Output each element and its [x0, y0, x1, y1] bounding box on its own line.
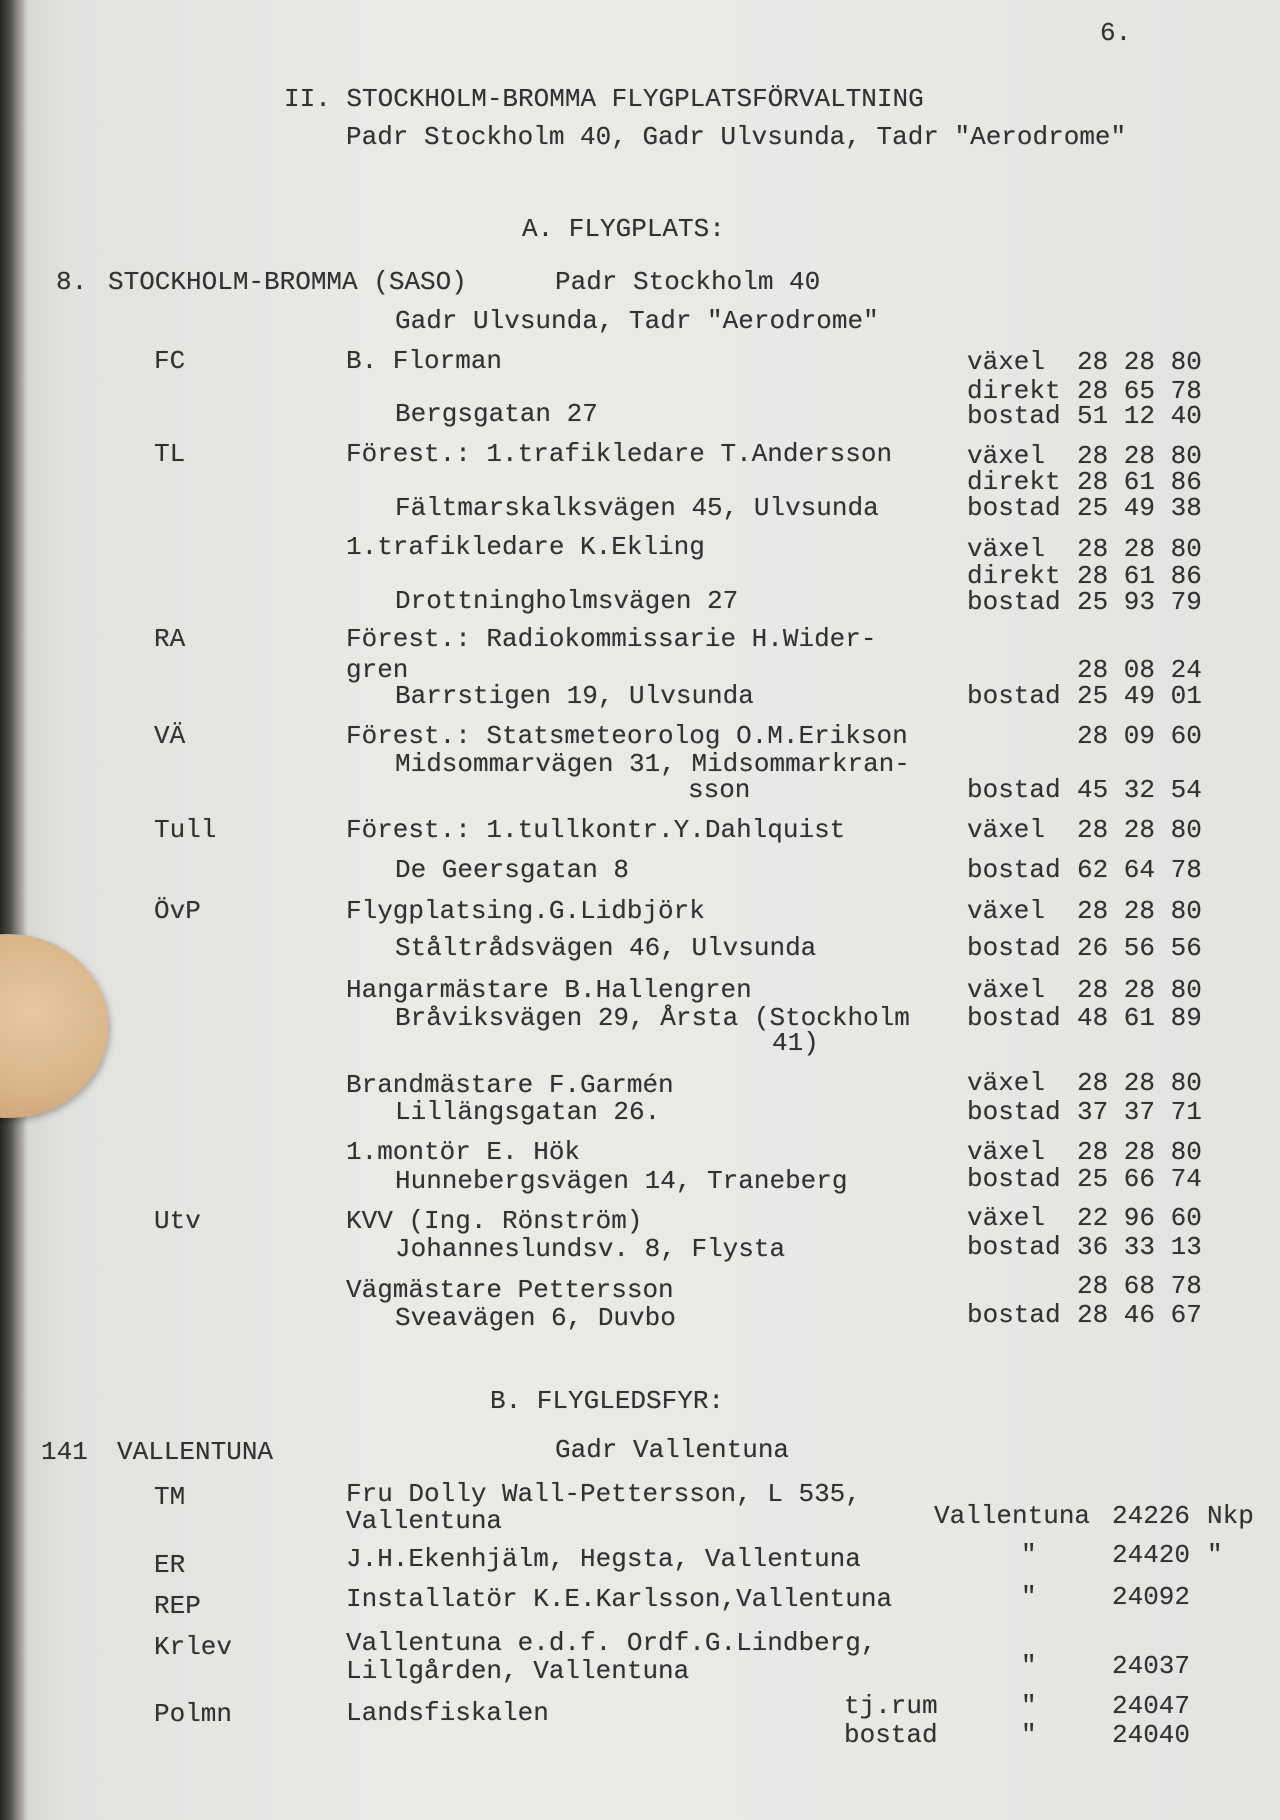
phone-type: bostad: [967, 401, 1061, 431]
entry-address: Lillgården, Vallentuna: [346, 1656, 690, 1686]
ditto-mark: ": [1021, 1691, 1037, 1721]
entry-address: Midsommarvägen 31, Midsommarkran-: [395, 749, 910, 779]
entry-name: 1.trafikledare K.Ekling: [346, 532, 705, 562]
phone-type: växel: [967, 815, 1046, 845]
phone-number: 24226: [1112, 1501, 1191, 1531]
subsection-heading: B. FLYGLEDSFYR:: [490, 1386, 725, 1416]
phone-number: 51 12 40: [1077, 401, 1202, 431]
phone-type: direkt: [967, 376, 1061, 406]
entry-name: Förest.: 1.trafikledare T.Andersson: [346, 439, 893, 469]
phone-type: växel: [967, 1203, 1046, 1233]
entry-name: KVV (Ing. Rönström): [346, 1206, 643, 1236]
phone-number: 28 28 80: [1077, 896, 1202, 926]
entry-name: Vägmästare Pettersson: [346, 1275, 674, 1305]
page-number: 6.: [1100, 18, 1132, 48]
phone-number: 28 65 78: [1077, 376, 1202, 406]
exchange-name: Vallentuna: [934, 1501, 1091, 1531]
entry-name: Fru Dolly Wall-Pettersson, L 535,: [346, 1479, 861, 1509]
phone-number: 28 28 80: [1077, 1068, 1202, 1098]
phone-number: 25 66 74: [1077, 1164, 1202, 1194]
entry-code: REP: [154, 1591, 201, 1621]
entry-code: TM: [154, 1482, 186, 1512]
station-name: VALLENTUNA: [117, 1437, 274, 1467]
phone-number: 24037: [1112, 1651, 1191, 1681]
entry-address: Hunnebergsvägen 14, Traneberg: [395, 1166, 848, 1196]
entry-address: Ståltrådsvägen 46, Ulvsunda: [395, 933, 817, 963]
page-edge-shadow: [0, 0, 28, 1820]
entry-code: ER: [154, 1550, 186, 1580]
phone-number: 36 33 13: [1077, 1232, 1202, 1262]
entry-name: Landsfiskalen: [346, 1698, 549, 1728]
phone-number: 25 49 38: [1077, 493, 1202, 523]
entry-name: B. Florman: [346, 346, 503, 376]
station-street-address: Gadr Vallentuna: [555, 1435, 790, 1465]
ditto-mark: ": [1207, 1540, 1223, 1570]
phone-number: 24047: [1112, 1691, 1191, 1721]
entry-code: FC: [154, 346, 186, 376]
phone-type: bostad: [967, 855, 1061, 885]
entry-address: Barrstigen 19, Ulvsunda: [395, 681, 754, 711]
section-addresses: Padr Stockholm 40, Gadr Ulvsunda, Tadr "Aerodrome": [346, 122, 1127, 152]
phone-type: växel: [967, 347, 1046, 377]
entry-code: Utv: [154, 1206, 201, 1236]
phone-type: direkt: [967, 561, 1061, 591]
phone-number: 37 37 71: [1077, 1097, 1202, 1127]
entry-name: Flygplatsing.G.Lidbjörk: [346, 896, 705, 926]
entry-address-continuation: 41): [772, 1028, 819, 1058]
phone-number: 24092: [1112, 1582, 1191, 1612]
wooden-page-holder: [0, 934, 108, 1118]
phone-number: 28 68 78: [1077, 1271, 1202, 1301]
entry-name-continuation: gren: [346, 655, 409, 685]
ditto-mark: ": [1021, 1582, 1037, 1612]
phone-type: bostad: [967, 493, 1061, 523]
entry-name: Förest.: Statsmeteorolog O.M.Erikson: [346, 721, 908, 751]
phone-type: växel: [967, 1137, 1046, 1167]
entry-name: J.H.Ekenhjälm, Hegsta, Vallentuna: [346, 1544, 861, 1574]
phone-number: 62 64 78: [1077, 855, 1202, 885]
entry-address: Drottningholmsvägen 27: [395, 586, 739, 616]
phone-number: 28 28 80: [1077, 975, 1202, 1005]
entry-code: TL: [154, 439, 186, 469]
phone-type: växel: [967, 896, 1046, 926]
phone-number: 28 28 80: [1077, 1137, 1202, 1167]
phone-type: växel: [967, 441, 1046, 471]
entry-name: Brandmästare F.Garmén: [346, 1070, 674, 1100]
station-number: 141: [41, 1437, 88, 1467]
ditto-mark: ": [1021, 1651, 1037, 1681]
number-suffix: Nkp: [1207, 1501, 1254, 1531]
entry-code: Krlev: [154, 1632, 233, 1662]
phone-type: växel: [967, 534, 1046, 564]
section-title: II. STOCKHOLM-BROMMA FLYGPLATSFÖRVALTNING: [284, 84, 924, 114]
entry-name: Hangarmästare B.Hallengren: [346, 975, 752, 1005]
phone-type: bostad: [844, 1720, 938, 1750]
station-number: 8.: [56, 267, 88, 297]
phone-number: 24040: [1112, 1720, 1191, 1750]
phone-number: 48 61 89: [1077, 1003, 1202, 1033]
phone-type: direkt: [967, 467, 1061, 497]
station-postal-address: Padr Stockholm 40: [555, 267, 821, 297]
phone-number: 28 28 80: [1077, 815, 1202, 845]
entry-address-continuation: sson: [688, 775, 751, 805]
entry-code: Polmn: [154, 1699, 233, 1729]
phone-type: bostad: [967, 681, 1061, 711]
phone-number: 28 08 24: [1077, 655, 1202, 685]
entry-code: Tull: [154, 815, 217, 845]
phone-type: bostad: [967, 775, 1061, 805]
entry-address: Lillängsgatan 26.: [395, 1097, 661, 1127]
subsection-heading: A. FLYGPLATS:: [522, 214, 725, 244]
entry-address: De Geersgatan 8: [395, 855, 630, 885]
entry-address: Bergsgatan 27: [395, 399, 598, 429]
phone-number: 28 46 67: [1077, 1300, 1202, 1330]
entry-code: ÖvP: [154, 896, 201, 926]
phone-type: växel: [967, 975, 1046, 1005]
station-street-telegraph-address: Gadr Ulvsunda, Tadr "Aerodrome": [395, 306, 879, 336]
entry-name: 1.montör E. Hök: [346, 1137, 581, 1167]
station-name: STOCKHOLM-BROMMA (SASO): [108, 267, 467, 297]
phone-type: bostad: [967, 1097, 1061, 1127]
phone-type: bostad: [967, 933, 1061, 963]
entry-address: Bråviksvägen 29, Årsta (Stockholm: [395, 1003, 910, 1033]
phone-number: 28 28 80: [1077, 441, 1202, 471]
phone-number: 24420: [1112, 1540, 1191, 1570]
phone-type: bostad: [967, 1003, 1061, 1033]
phone-number: 28 09 60: [1077, 721, 1202, 751]
phone-number: 28 61 86: [1077, 561, 1202, 591]
phone-number: 45 32 54: [1077, 775, 1202, 805]
phone-type: bostad: [967, 1164, 1061, 1194]
phone-number: 25 93 79: [1077, 587, 1202, 617]
phone-type: bostad: [967, 1232, 1061, 1262]
phone-type: växel: [967, 1068, 1046, 1098]
phone-number: 22 96 60: [1077, 1203, 1202, 1233]
phone-number: 28 61 86: [1077, 467, 1202, 497]
phone-type: bostad: [967, 1300, 1061, 1330]
entry-address: Johanneslundsv. 8, Flysta: [395, 1234, 786, 1264]
entry-name: Installatör K.E.Karlsson,Vallentuna: [346, 1584, 893, 1614]
phone-number: 28 28 80: [1077, 534, 1202, 564]
entry-address: Fältmarskalksvägen 45, Ulvsunda: [395, 493, 879, 523]
entry-address: Vallentuna: [346, 1506, 503, 1536]
phone-type: tj.rum: [844, 1691, 938, 1721]
entry-name: Förest.: Radiokommissarie H.Wider-: [346, 624, 877, 654]
entry-code: RA: [154, 624, 186, 654]
phone-number: 28 28 80: [1077, 347, 1202, 377]
ditto-mark: ": [1021, 1540, 1037, 1570]
phone-type: bostad: [967, 587, 1061, 617]
ditto-mark: ": [1021, 1720, 1037, 1750]
phone-number: 25 49 01: [1077, 681, 1202, 711]
entry-name: Vallentuna e.d.f. Ordf.G.Lindberg,: [346, 1628, 877, 1658]
phone-number: 26 56 56: [1077, 933, 1202, 963]
entry-code: VÄ: [154, 721, 186, 751]
entry-name: Förest.: 1.tullkontr.Y.Dahlquist: [346, 815, 846, 845]
entry-address: Sveavägen 6, Duvbo: [395, 1303, 676, 1333]
